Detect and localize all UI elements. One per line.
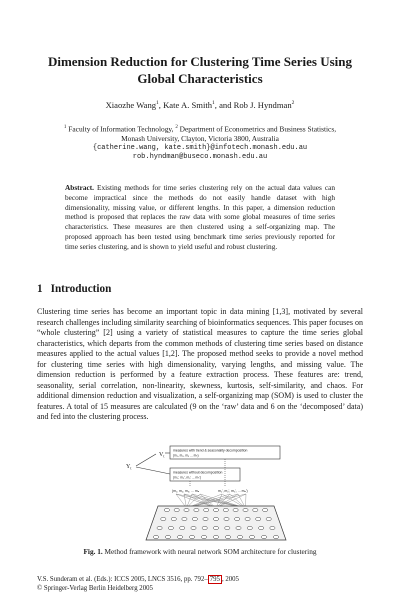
email-line-2: rob.hyndman@buseco.monash.edu.au — [132, 153, 268, 162]
som-node — [263, 508, 268, 511]
raw-measures-box-label: measures without decomposition — [173, 470, 223, 475]
author-2: Kate A. Smith — [163, 100, 213, 110]
caption-text: Method framework with neural network SOM architecture for clustering — [102, 547, 317, 556]
citation-text: V.S. Sunderam et al. (Eds.): ICCS 2005, LNCS 3516, pp. 792– — [37, 576, 208, 583]
som-node — [168, 526, 173, 529]
page-link[interactable]: 795 — [209, 576, 220, 583]
som-node — [253, 508, 258, 511]
affiliation-line-1 — [30, 123, 370, 134]
som-node — [153, 535, 158, 538]
som-diagram — [110, 444, 292, 544]
affil-text-2: Department of Econometrics and Business Statistics, — [177, 124, 337, 134]
figure-1 — [110, 444, 292, 544]
som-node — [225, 535, 230, 538]
som-node — [174, 508, 179, 511]
som-node — [243, 508, 248, 511]
som-node — [213, 526, 218, 529]
som-node — [256, 517, 261, 520]
figure-caption — [30, 547, 370, 556]
author-3-affil: 2 — [291, 100, 295, 107]
som-node — [164, 508, 169, 511]
copyright-line: © Springer-Verlag Berlin Heidelberg 2005 — [37, 585, 153, 592]
page-footer — [37, 575, 239, 593]
paper-title — [40, 53, 360, 87]
author-2-affil: 1 — [212, 100, 215, 107]
author-1-affil: 1 — [156, 100, 159, 107]
som-node — [213, 535, 218, 538]
yt-vt-connector — [136, 454, 156, 466]
som-node — [157, 526, 162, 529]
affil-sup-2: 2 — [175, 125, 178, 130]
som-node — [191, 526, 196, 529]
title-line-1: Dimension Reduction for Clustering Time Series Using — [47, 54, 353, 69]
body-paragraph: Clustering time series has become an important topic in data mining [1,3], motivated by several research challenges including similarity searching of bioinformatics sequences. This paper focuses on “whole clustering” [2] using a variety of statistical measures to capture the time series global characteristics, which departs from the common methods of clustering time series based on distance measures applied to the actual values [1,2]. The proposed method seeks to provide a novel method for clustering time series with high dimensionality, varying lengths, and missing value. The dimension reduction is performed by a feature extraction process. These features are: trend, seasonality, serial correlation, non-linearity, skewness, kurtosis, self-similarity, and chaos. For additional dimension reduction and visualization, a self-organizing map (SOM) is used to cluster the features. A total of 15 measures are calculated (9 on the ‘raw’ data and 6 on the ‘decomposed’ data) and fed into the clustering process. — [37, 307, 363, 421]
author-separator-2: , and — [214, 100, 234, 110]
som-node — [192, 517, 197, 520]
som-node — [189, 535, 194, 538]
vector-right: m₁', m₂', m₃', ... mₙ') — [218, 489, 248, 493]
som-node — [261, 535, 266, 538]
som-node — [171, 517, 176, 520]
decomposition-box-measures: (m₁, m₂, m₃ ... mₙ) — [173, 453, 199, 458]
som-node — [180, 526, 185, 529]
section-number: 1 — [37, 283, 43, 295]
som-node — [203, 517, 208, 520]
som-node — [194, 508, 199, 511]
som-node — [182, 517, 187, 520]
abstract-label: Abstract. — [65, 183, 94, 192]
yt-label: $Y_t$ — [126, 464, 132, 471]
body-text — [37, 307, 363, 423]
citation-line — [37, 575, 239, 584]
section-title: Introduction — [50, 283, 112, 295]
som-node — [266, 517, 271, 520]
author-separator-1: , — [158, 100, 164, 110]
som-node — [224, 517, 229, 520]
yt-box2-connector — [136, 467, 170, 474]
caption-label: Fig. 1. — [83, 547, 103, 556]
author-1: Xiaozhe Wang — [105, 100, 157, 110]
affil-sup-1: 1 — [63, 125, 67, 130]
section-heading — [37, 283, 111, 295]
som-node — [245, 517, 250, 520]
som-node — [202, 526, 207, 529]
author-3: Rob J. Hyndman — [233, 100, 292, 110]
som-node — [259, 526, 264, 529]
affil-text-1: Faculty of Information Technology, — [66, 124, 176, 134]
som-node — [165, 535, 170, 538]
title-line-2: Global Characteristics — [137, 71, 263, 86]
abstract-text: Existing methods for time series clustering rely on the actual data values can become impractical since the methods do not easily handle dataset with high dimensionality, missing value, or different lengths. In this paper, a dimension reduction method is proposed that replaces the raw data with some global measures of time series characteristics. These measures are then clustered using a self-organizing map. The proposed approach has been tested using benchmark time series previously reported for time series clustering, and is shown to yield useful and robust clustering. — [65, 183, 335, 251]
som-node — [247, 526, 252, 529]
som-node — [237, 535, 242, 538]
som-node — [177, 535, 182, 538]
som-node — [213, 508, 218, 511]
decomposition-box-label: measures with trend & seasonality decomposition — [173, 448, 248, 453]
som-node — [249, 535, 254, 538]
som-node — [204, 508, 209, 511]
som-node — [273, 535, 278, 538]
author-list — [40, 100, 360, 110]
vt-label: $V_t$ — [159, 452, 165, 459]
email-line-1: {catherine.wang, kate.smith}@infotech.monash.edu.au — [92, 143, 308, 152]
citation-year: , 2005 — [221, 576, 239, 583]
affiliation-line-2: Monash University, Clayton, Victoria 3800, Australia — [121, 134, 279, 144]
affiliations — [30, 123, 370, 163]
som-node — [184, 508, 189, 511]
raw-measures-box-measures: (m₁', m₂', m₃' ... mₙ') — [173, 475, 202, 480]
abstract — [65, 183, 335, 252]
vector-left: (m₁, m₂, m₃, ... mₙ — [172, 489, 200, 493]
som-node — [213, 517, 218, 520]
som-node — [235, 517, 240, 520]
som-node — [225, 526, 230, 529]
som-node — [161, 517, 166, 520]
som-node — [223, 508, 228, 511]
som-node — [270, 526, 275, 529]
som-node — [201, 535, 206, 538]
som-node — [233, 508, 238, 511]
som-node — [236, 526, 241, 529]
